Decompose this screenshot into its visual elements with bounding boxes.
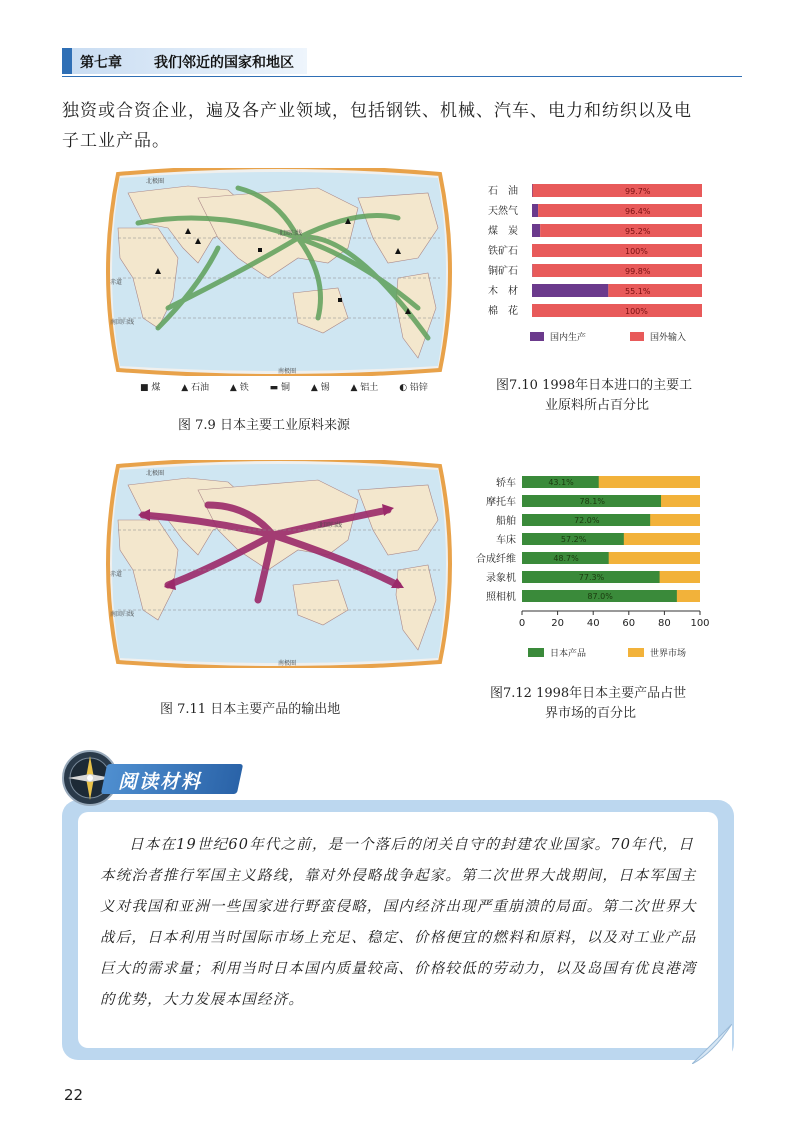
bar-category-label: 铁矿石 bbox=[488, 246, 518, 257]
figure-caption-7-12-line2: 界市场的百分比 bbox=[545, 706, 637, 721]
chart-import-materials bbox=[470, 180, 720, 350]
x-tick-label: 80 bbox=[658, 618, 671, 629]
legend-swatch-domestic bbox=[530, 332, 544, 341]
map-label: 北极圈 bbox=[146, 470, 165, 477]
bar-value-label: 77.3% bbox=[578, 573, 605, 582]
bar-value-label: 99.7% bbox=[625, 187, 651, 196]
bar-foreign bbox=[532, 244, 702, 257]
chapter-number: 第七章 bbox=[80, 55, 122, 71]
bar-value-label: 95.2% bbox=[625, 227, 651, 236]
page-curl-icon bbox=[692, 1024, 732, 1064]
body-text-line: 子工业产品。 bbox=[62, 131, 170, 151]
legend-copper: ▬ 铜 bbox=[269, 383, 290, 393]
map-label: 赤道 bbox=[110, 571, 123, 578]
bar-value-label: 96.4% bbox=[625, 207, 651, 216]
bar-category-label: 天然气 bbox=[488, 206, 518, 217]
x-tick-label: 100 bbox=[690, 618, 710, 629]
bar-value-label: 55.1% bbox=[625, 287, 651, 296]
legend-coal: ■ 煤 bbox=[140, 383, 161, 393]
bar-category-label: 摩托车 bbox=[486, 497, 516, 508]
legend-tin: ▲ 锡 bbox=[310, 383, 330, 393]
bar-domestic bbox=[532, 184, 533, 197]
map-label: 赤道 bbox=[110, 279, 123, 286]
legend-iron: ▲ 铁 bbox=[229, 383, 249, 393]
bar-value-label: 78.1% bbox=[579, 497, 605, 506]
legend-swatch-world bbox=[628, 648, 644, 657]
bar-foreign bbox=[540, 224, 702, 237]
bar-category-label: 石 油 bbox=[488, 186, 518, 197]
bar-foreign bbox=[533, 184, 702, 197]
map-label: 北极圈 bbox=[146, 178, 165, 185]
resource-source-map bbox=[98, 168, 460, 376]
chart-world-market-share bbox=[468, 470, 718, 666]
figure-caption-7-10-line2: 业原料所占百分比 bbox=[545, 398, 650, 413]
legend-label-world: 世界市场 bbox=[650, 649, 687, 659]
map-label: 北回归线 bbox=[318, 522, 343, 529]
legend-lead-zinc: ◐ 铅锌 bbox=[399, 383, 428, 393]
legend-label-domestic: 国内生产 bbox=[550, 333, 587, 343]
figure-caption-7-10-line1: 图7.10 1998年日本进口的主要工 bbox=[496, 378, 693, 393]
bar-category-label: 录象机 bbox=[486, 573, 516, 584]
body-text-line: 独资或合资企业，遍及各产业领域，包括钢铁、机械、汽车、电力和纺织以及电 bbox=[62, 101, 692, 121]
map-legend bbox=[140, 380, 446, 393]
map-label: 南回归线 bbox=[110, 611, 135, 618]
bar-category-label: 轿车 bbox=[496, 478, 516, 489]
bar-category-label: 木 材 bbox=[488, 286, 518, 297]
bar-foreign bbox=[532, 264, 702, 277]
bar-value-label: 72.0% bbox=[574, 516, 600, 525]
x-tick-label: 0 bbox=[518, 618, 526, 629]
bar-category-label: 棉 花 bbox=[488, 306, 518, 317]
legend-swatch-japan bbox=[528, 648, 544, 657]
bar-category-label: 煤 炭 bbox=[488, 226, 518, 237]
bar-domestic bbox=[532, 204, 538, 217]
legend-bauxite: ▲ 铝土 bbox=[350, 383, 379, 393]
bar-domestic bbox=[532, 224, 540, 237]
bar-value-label: 100% bbox=[625, 247, 648, 256]
legend-swatch-foreign bbox=[630, 332, 644, 341]
legend-oil: ▲ 石油 bbox=[181, 383, 210, 393]
bar-category-label: 合成纤维 bbox=[476, 554, 516, 565]
bar-foreign bbox=[608, 284, 702, 297]
bar-value-label: 87.0% bbox=[587, 592, 613, 601]
figure-caption-7-12-line1: 图7.12 1998年日本主要产品占世 bbox=[490, 686, 687, 701]
x-tick-label: 20 bbox=[551, 618, 564, 629]
bar-category-label: 铜矿石 bbox=[488, 266, 518, 277]
map-label: 北回归线 bbox=[278, 230, 303, 237]
reading-paragraph: 日本在19世纪60年代之前，是一个落后的闭关自守的封建农业国家。70年代，日本统治者推行军国主义路线，靠对外侵略战争起家。第二次世界大战期间，日本军国主义对我国和亚洲一些国家进行野蛮侵略，国内经济出现严重崩溃的局面。第二次世界大战后，日本利用当时国际市场上充足、稳定、价格便宜的燃料和原料，以及对工业产品巨大的需求量；利用当时日本国内质量较高、价格较低的劳动力，以及岛国有优良港湾的优势，大力发展本国经济。 bbox=[100, 837, 697, 1008]
reading-title: 阅读材料 bbox=[118, 771, 203, 793]
legend-label-japan: 日本产品 bbox=[550, 649, 587, 659]
map-label: 南极圈 bbox=[278, 368, 297, 375]
bar-value-label: 43.1% bbox=[548, 478, 574, 487]
bar-category-label: 船舶 bbox=[496, 516, 516, 527]
bar-category-label: 照相机 bbox=[486, 592, 516, 603]
bar-category-label: 车床 bbox=[496, 535, 516, 546]
figure-caption-7-9: 图 7.9 日本主要工业原料来源 bbox=[178, 418, 350, 433]
bar-domestic bbox=[532, 284, 608, 297]
bar-value-label: 57.2% bbox=[560, 535, 587, 544]
chapter-title: 我们邻近的国家和地区 bbox=[154, 55, 294, 71]
legend-label-foreign: 国外输入 bbox=[650, 333, 687, 343]
bar-value-label: 48.7% bbox=[553, 554, 579, 563]
bar-value-label: 99.8% bbox=[625, 267, 651, 276]
chapter-tab-accent bbox=[62, 48, 72, 74]
bar-value-label: 100% bbox=[625, 307, 648, 316]
bar-foreign bbox=[538, 204, 702, 217]
map-label: 南回归线 bbox=[110, 319, 135, 326]
chapter-header bbox=[62, 46, 742, 77]
x-tick-label: 40 bbox=[586, 618, 600, 629]
x-tick-label: 60 bbox=[622, 618, 636, 629]
figure-caption-7-11: 图 7.11 日本主要产品的输出地 bbox=[160, 702, 341, 717]
map-label: 南极圈 bbox=[278, 660, 297, 667]
bar-foreign bbox=[532, 304, 702, 317]
page-number: 22 bbox=[64, 1086, 84, 1104]
product-export-map bbox=[98, 460, 460, 668]
